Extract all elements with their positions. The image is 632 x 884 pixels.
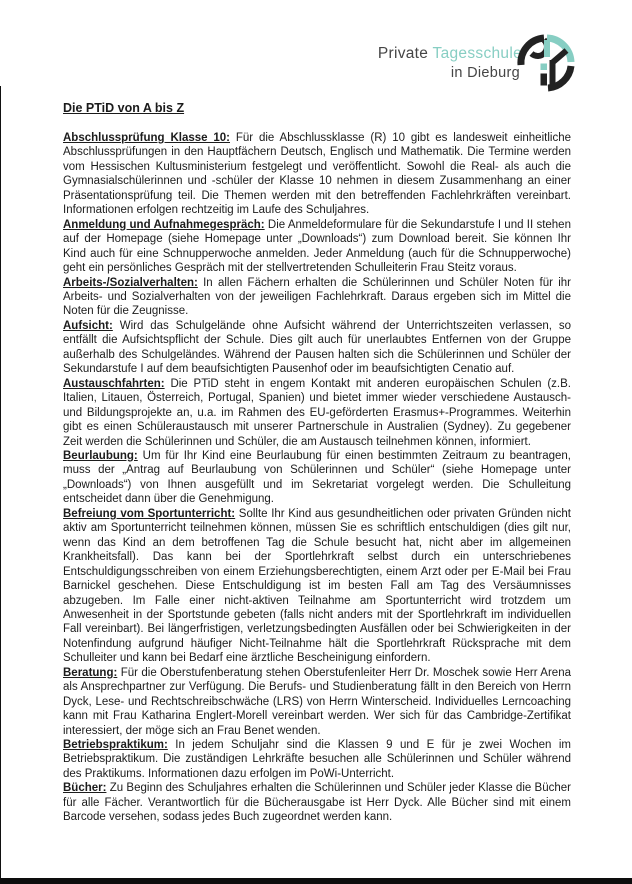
entry-text: Die PTiD steht in engem Kontakt mit anderen europäischen Schulen (z.B. Italien, Litauen, Österreich, Portugal, Spanien) und bietet immer wieder verschiedene Austausch- und Bildungsprojekte an, u.a. im Rahmen des EU-geförderten Erasmus+-Programmes. Weiterhin gibt es einen Schüleraustausch mit unserer Partnerschule in Australien (Sydney). Zu gegebener Zeit werden die Schülerinnen und Schüler, die am Austausch teilnehmen können, informiert. [63,377,571,448]
entry-text: In allen Fächern erhalten die Schülerinnen und Schüler Noten für ihr Arbeits- und Sozialverhalten von der jeweiligen Fachlehrkraft. Daraus ergeben sich im Mittel die Noten für die Zeugnisse. [63,276,571,318]
entry-term: Arbeits-/Sozialverhalten: [63,276,198,289]
entry-text: Zu Beginn des Schuljahres erhalten die Schülerinnen und Schüler jeder Klasse die Bücher für alle Fächer. Verantwortlich für die Bücherausgabe ist Herr Dyck. Alle Bücher sind mit einem Barcode versehen, sodass jedes Buch zugeordnet werden kann. [63,782,571,824]
glossary [63,131,571,825]
logo-location: in Dieburg [450,64,520,81]
glossary-entry [63,218,571,276]
page-title: Die PTiD von A bis Z [63,101,185,115]
entry-term: Abschlussprüfung Klasse 10: [63,132,230,144]
glossary-entry [63,666,571,738]
school-logo [378,33,576,93]
glossary-entry [63,738,571,781]
entry-term: Beratung: [63,666,118,679]
logo-school-name [378,44,522,63]
entry-term: Betriebspraktikum: [63,739,168,752]
entry-text: In jedem Schuljahr sind die Klassen 9 und E für je zwei Wochen im Betriebspraktikum. Die zuständigen Lehrkräfte besuchen alle Schülerinnen und Schüler während des Praktikums. Informationen dazu erfolgen im PoWi-Unterricht. [63,739,571,780]
ptid-logo-icon [516,33,576,93]
entry-text: Um für Ihr Kind eine Beurlaubung für einen bestimmten Zeitraum zu beantragen, muss der „Antrag auf Beurlaubung von Schülerinnen und Schüler“ (siehe Homepage unter „Downloads“) von Ihnen ausgefüllt und im Sekretariat vorgelegt werden. Die Schulleitung entscheidet dann über die Genehmigung. [63,449,571,506]
glossary-entry [63,449,571,507]
logo-word-tagesschule: Tagesschule [432,45,522,63]
glossary-entry [63,131,571,218]
logo-word-private: Private [377,45,429,63]
entry-term: Beurlaubung: [63,449,138,462]
entry-text: Für die Oberstufenberatung stehen Oberstufenleiter Herr Dr. Moschek sowie Herr Arena als Ansprechpartner zur Verfügung. Die Berufs- und Studienberatung fällt in den Bereich von Herrn Dyck, Lese- und Rechtschreibschwäche (LRS) von Herrn Winterscheid. Individuelles Lerncoaching kann mit Frau Katharina Englert-Morell vereinbart werden. Wer sich für das Cambridge-Zertifikat interessiert, der möge sich an Frau Benet wenden. [63,666,571,737]
glossary-entry [63,377,571,449]
entry-text: Die Anmeldeformulare für die Sekundarstufe I und II stehen auf der Homepage (siehe Homepage unter „Downloads“) zum Download bereit. Sie können Ihr Kind auch für eine Schnupperwoche anmelden. Jeder Anmeldung (auch für die Schnupperwoche) geht ein persönliches Gespräch mit der stellvertretenden Schulleiterin Frau Steitz voraus. [63,218,571,275]
entry-term: Austauschfahrten: [63,377,165,390]
glossary-sections [63,131,571,825]
glossary-entry [63,319,571,377]
entry-term: Anmeldung und Aufnahmegespräch: [63,218,265,231]
page-left-edge [0,86,1,878]
entry-text: Sollte Ihr Kind aus gesundheitlichen oder privaten Gründen nicht aktiv am Sportunterricht teilnehmen können, müssen Sie es schriftlich entschuldigen (dies gilt nur, wenn das Kind an dem betroffenen Tag die Schule besucht hat, nicht aber im allgemeinen Krankheitsfall). Das kann bei der Sportlehrkraft selbst durch ein unterschriebenes Entschuldigungsschreiben von einem Erziehungsberechtigten, einem Arzt oder per E-Mail bei Frau Barnickel geschehen. Diese Entschuldigung ist im besten Fall am Tag des Versäumnisses abzugeben. Im Falle einer nicht-aktiven Teilnahme am Sportunterricht wird trotzdem um Anwesenheit in der Sportstunde gebeten (falls nicht anders mit der Sportlehrkraft im individuellen Fall vereinbart). Bei längerfristigen, verletzungsbedingten Ausfällen oder bei Schwierigkeiten in der Notenfindung aufgrund häufiger Nicht-Teilnahme hält die Sportlehrkraft Rücksprache mit dem Schulleiter und kann bei Bedarf eine ärztliche Bescheinigung einfordern. [63,507,571,665]
entry-term: Befreiung vom Sportunterricht: [63,507,236,520]
entry-term: Aufsicht: [63,319,113,332]
entry-text: Wird das Schulgelände ohne Aufsicht während der Unterrichtszeiten verlassen, so entfällt die Aufsichtspflicht der Schule. Dies gilt auch für unerlaubtes Entfernen von der Gruppe außerhalb des Schulgeländes. Während der Pausen halten sich die Schülerinnen und Schüler der Sekundarstufe I auf dem beaufsichtigten Pausenhof oder im beaufsichtigten Cenatio auf. [63,319,571,376]
glossary-entry [63,781,571,824]
entry-term: Bücher: [63,782,107,795]
school-logo-text [378,44,522,82]
glossary-entry [63,507,571,666]
glossary-entry [63,276,571,319]
entry-text: Für die Abschlussklasse (R) 10 gibt es landesweit einheitliche Abschlussprüfungen in den Hauptfächern Deutsch, Englisch und Mathematik. Die Termine werden vom Hessischen Kultusministerium festgelegt und veröffentlicht. Sowohl die Real- als auch die Gymnasialschülerinnen und -schüler der Klasse 10 nehmen in diesem Zusammenhang an einer Präsentationsprüfung teil. Die Themen werden mit den betreffenden Fachlehrkräften vereinbart. Informationen erfolgen rechtzeitig im Laufe des Schuljahres. [63,132,571,217]
page-bottom-edge [0,878,632,884]
